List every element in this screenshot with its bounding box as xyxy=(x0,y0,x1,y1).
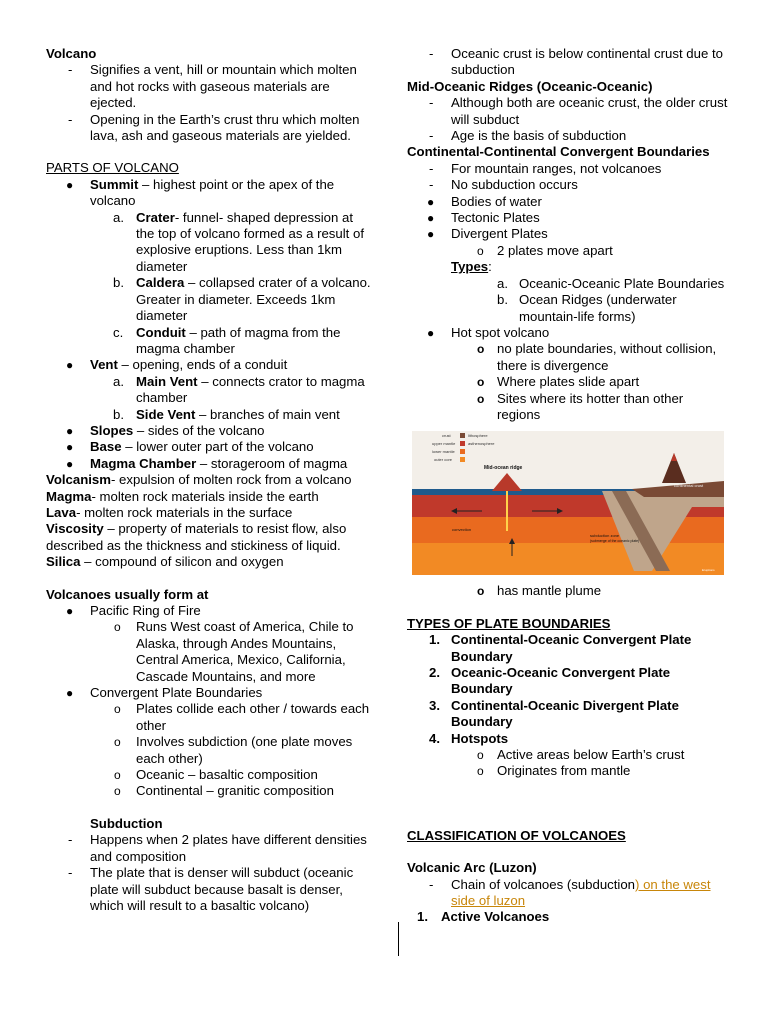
bullet-icon: ● xyxy=(66,358,74,373)
list-item: a. Main Vent – connects crator to magma chamber xyxy=(113,373,365,406)
list-item: o Oceanic – basaltic composition xyxy=(114,767,318,783)
list-item: o Runs West coast of America, Chile to Alaska, through Andes Mountains, Central America, Mexico, California, Cascade Mountains, and more xyxy=(114,619,354,684)
list-item: b. Ocean Ridges (underwater mountain-life forms) xyxy=(497,292,677,324)
legend-label: lithosphere xyxy=(468,433,488,439)
list-item: o Originates from mantle xyxy=(477,763,631,779)
convection-label: convection xyxy=(452,527,472,533)
list-item: o Active areas below Earth’s crust xyxy=(477,747,685,762)
definition: Viscosity – property of materials to resist flow, also described as the thickness and stickiness of liquid. xyxy=(46,521,347,553)
types-label-row: Types: xyxy=(451,259,492,275)
bullet-icon: ● xyxy=(66,604,74,618)
continental-crust-label: continental crust xyxy=(674,483,704,489)
list-item: ● Bodies of water xyxy=(427,193,542,209)
list-item: - Signifies a vent, hill or mountain which molten and hot rocks with gaseous materials are ejected. xyxy=(68,62,357,111)
list-item: b. Side Vent – branches of main vent xyxy=(113,406,340,422)
legend-label: outer core xyxy=(434,457,453,463)
legend-label: lower mantle xyxy=(432,449,455,455)
bullet-icon: ● xyxy=(66,440,74,455)
arc-heading: Volcanic Arc (Luzon) xyxy=(407,860,537,876)
bullet-icon: ● xyxy=(66,456,74,471)
list-item: - No subduction occurs xyxy=(429,177,578,193)
list-item: ● Hot spot volcano xyxy=(427,324,550,340)
volcano-heading: Volcano xyxy=(46,46,97,61)
list-item: ● Vent – opening, ends of a conduit xyxy=(66,357,288,373)
definition: Magma- molten rock materials inside the earth xyxy=(46,488,319,504)
definition: Volcanism- expulsion of molten rock from a volcano xyxy=(46,472,352,488)
list-item: - Happens when 2 plates have different densities and composition xyxy=(68,832,367,864)
list-item: - The plate that is denser will subduct (oceanic plate will subduct because basalt is denser, which will result to a basaltic volcano) xyxy=(68,865,354,913)
list-item: o Where plates slide apart xyxy=(477,374,640,390)
classification-heading: CLASSIFICATION OF VOLCANOES xyxy=(407,827,626,843)
list-item: - Oceanic crust is below continental crust due to subduction xyxy=(429,46,723,78)
list-item: 2. Oceanic-Oceanic Convergent Plate Boundary xyxy=(429,664,671,697)
list-item: ● Magma Chamber – storageroom of magma xyxy=(66,455,348,471)
list-item: o Plates collide each other / towards each other xyxy=(114,701,370,733)
subduction-heading: Subduction xyxy=(90,815,163,831)
form-heading: Volcanoes usually form at xyxy=(46,586,209,602)
circle-bullet-icon: o xyxy=(477,584,485,599)
circle-bullet-icon: o xyxy=(114,768,121,783)
circle-bullet-icon: o xyxy=(114,784,121,799)
circle-bullet-icon: o xyxy=(477,764,484,779)
list-item: o Involves subdiction (one plate moves each other) xyxy=(114,734,353,766)
list-item: a. Crater- funnel- shaped depression at the top of volcano formed as a result of explosive eruptions. Less than 1km diameter xyxy=(113,209,364,274)
subduction-note: (submerge of the oceanic plate) xyxy=(590,539,640,544)
list-item: - For mountain ranges, not volcanoes xyxy=(429,160,662,176)
mor-heading: Mid-Oceanic Ridges (Oceanic-Oceanic) xyxy=(407,78,653,94)
comment-link[interactable]: ) on the west side of luzon xyxy=(451,876,711,909)
bullet-icon: ● xyxy=(427,325,435,340)
right-column xyxy=(407,46,729,926)
circle-bullet-icon: o xyxy=(477,342,485,357)
list-item: o no plate boundaries, without collision, there is divergence xyxy=(477,341,717,373)
list-item: 1. Active Volcanoes xyxy=(417,909,550,925)
circle-bullet-icon: o xyxy=(477,243,484,258)
bullet-icon: ● xyxy=(427,211,435,226)
parts-heading: PARTS OF VOLCANO xyxy=(46,160,179,176)
plate-boundary-diagram xyxy=(412,431,724,575)
circle-bullet-icon: o xyxy=(114,702,121,717)
circle-bullet-icon: o xyxy=(477,748,484,762)
circle-bullet-icon: o xyxy=(114,620,121,635)
list-item: ● Pacific Ring of Fire xyxy=(66,603,201,618)
cc-heading: Continental-Continental Convergent Boundaries xyxy=(407,144,710,160)
list-item: 1. Continental-Oceanic Convergent Plate Boundary xyxy=(429,632,692,664)
circle-bullet-icon: o xyxy=(477,391,485,406)
bullet-icon: ● xyxy=(427,194,435,209)
list-item: o Sites where its hotter than other regions xyxy=(477,390,684,422)
list-item: c. Conduit – path of magma from the magma chamber xyxy=(113,324,341,356)
subduction-zone-label: subduction zone xyxy=(590,533,620,539)
list-item: ● Slopes – sides of the volcano xyxy=(66,422,265,438)
list-item: ● Divergent Plates xyxy=(427,226,548,242)
list-item: - Although both are oceanic crust, the older crust will subduct xyxy=(429,95,728,127)
list-item: ● Base – lower outer part of the volcano xyxy=(66,439,314,455)
list-item: o 2 plates move apart xyxy=(477,242,613,258)
list-item: b. Caldera – collapsed crater of a volcano. Greater in diameter. Exceeds 1km diameter xyxy=(113,275,371,324)
circle-bullet-icon: o xyxy=(477,375,485,390)
definition: Lava- molten rock materials in the surface xyxy=(46,504,293,520)
list-item: o Continental – granitic composition xyxy=(114,783,334,799)
list-item: ● Summit – highest point or the apex of the volcano xyxy=(66,176,335,209)
bullet-icon: ● xyxy=(66,686,74,701)
list-item: - Opening in the Earth’s crust thru which molten lava, ash and gaseous materials are yielded. xyxy=(68,111,360,144)
circle-bullet-icon: o xyxy=(114,735,121,750)
ridge-label: Mid-ocean ridge xyxy=(484,465,523,472)
bullet-icon: ● xyxy=(427,227,435,242)
bullet-icon: ● xyxy=(66,423,74,438)
list-item: - Chain of volcanoes (subduction) on the west side of luzon xyxy=(429,876,711,909)
legend-label: upper mantle xyxy=(432,441,456,447)
list-item: - Age is the basis of subduction xyxy=(429,128,627,144)
text-cursor xyxy=(398,922,399,956)
bullet-icon: ● xyxy=(66,177,74,192)
legend-label: asthenosphere xyxy=(468,441,495,447)
list-item: ● Convergent Plate Boundaries xyxy=(66,685,263,701)
list-item: 3. Continental-Oceanic Divergent Plate Boundary xyxy=(429,697,679,730)
list-item: o has mantle plume xyxy=(477,583,602,599)
legend-label: crust xyxy=(442,433,451,439)
list-item: ● Tectonic Plates xyxy=(427,210,540,226)
oceanic-crust-label: oceanic crust xyxy=(547,481,571,487)
list-item: 4. Hotspots xyxy=(429,730,509,746)
figure-credit: Eruptions xyxy=(702,568,715,573)
list-item: a. Oceanic-Oceanic Plate Boundaries xyxy=(497,275,725,291)
definition: Silica – compound of silicon and oxygen xyxy=(46,554,284,570)
types-label: Types xyxy=(451,259,489,275)
types-heading: TYPES OF PLATE BOUNDARIES xyxy=(407,615,611,631)
left-column xyxy=(46,46,372,914)
